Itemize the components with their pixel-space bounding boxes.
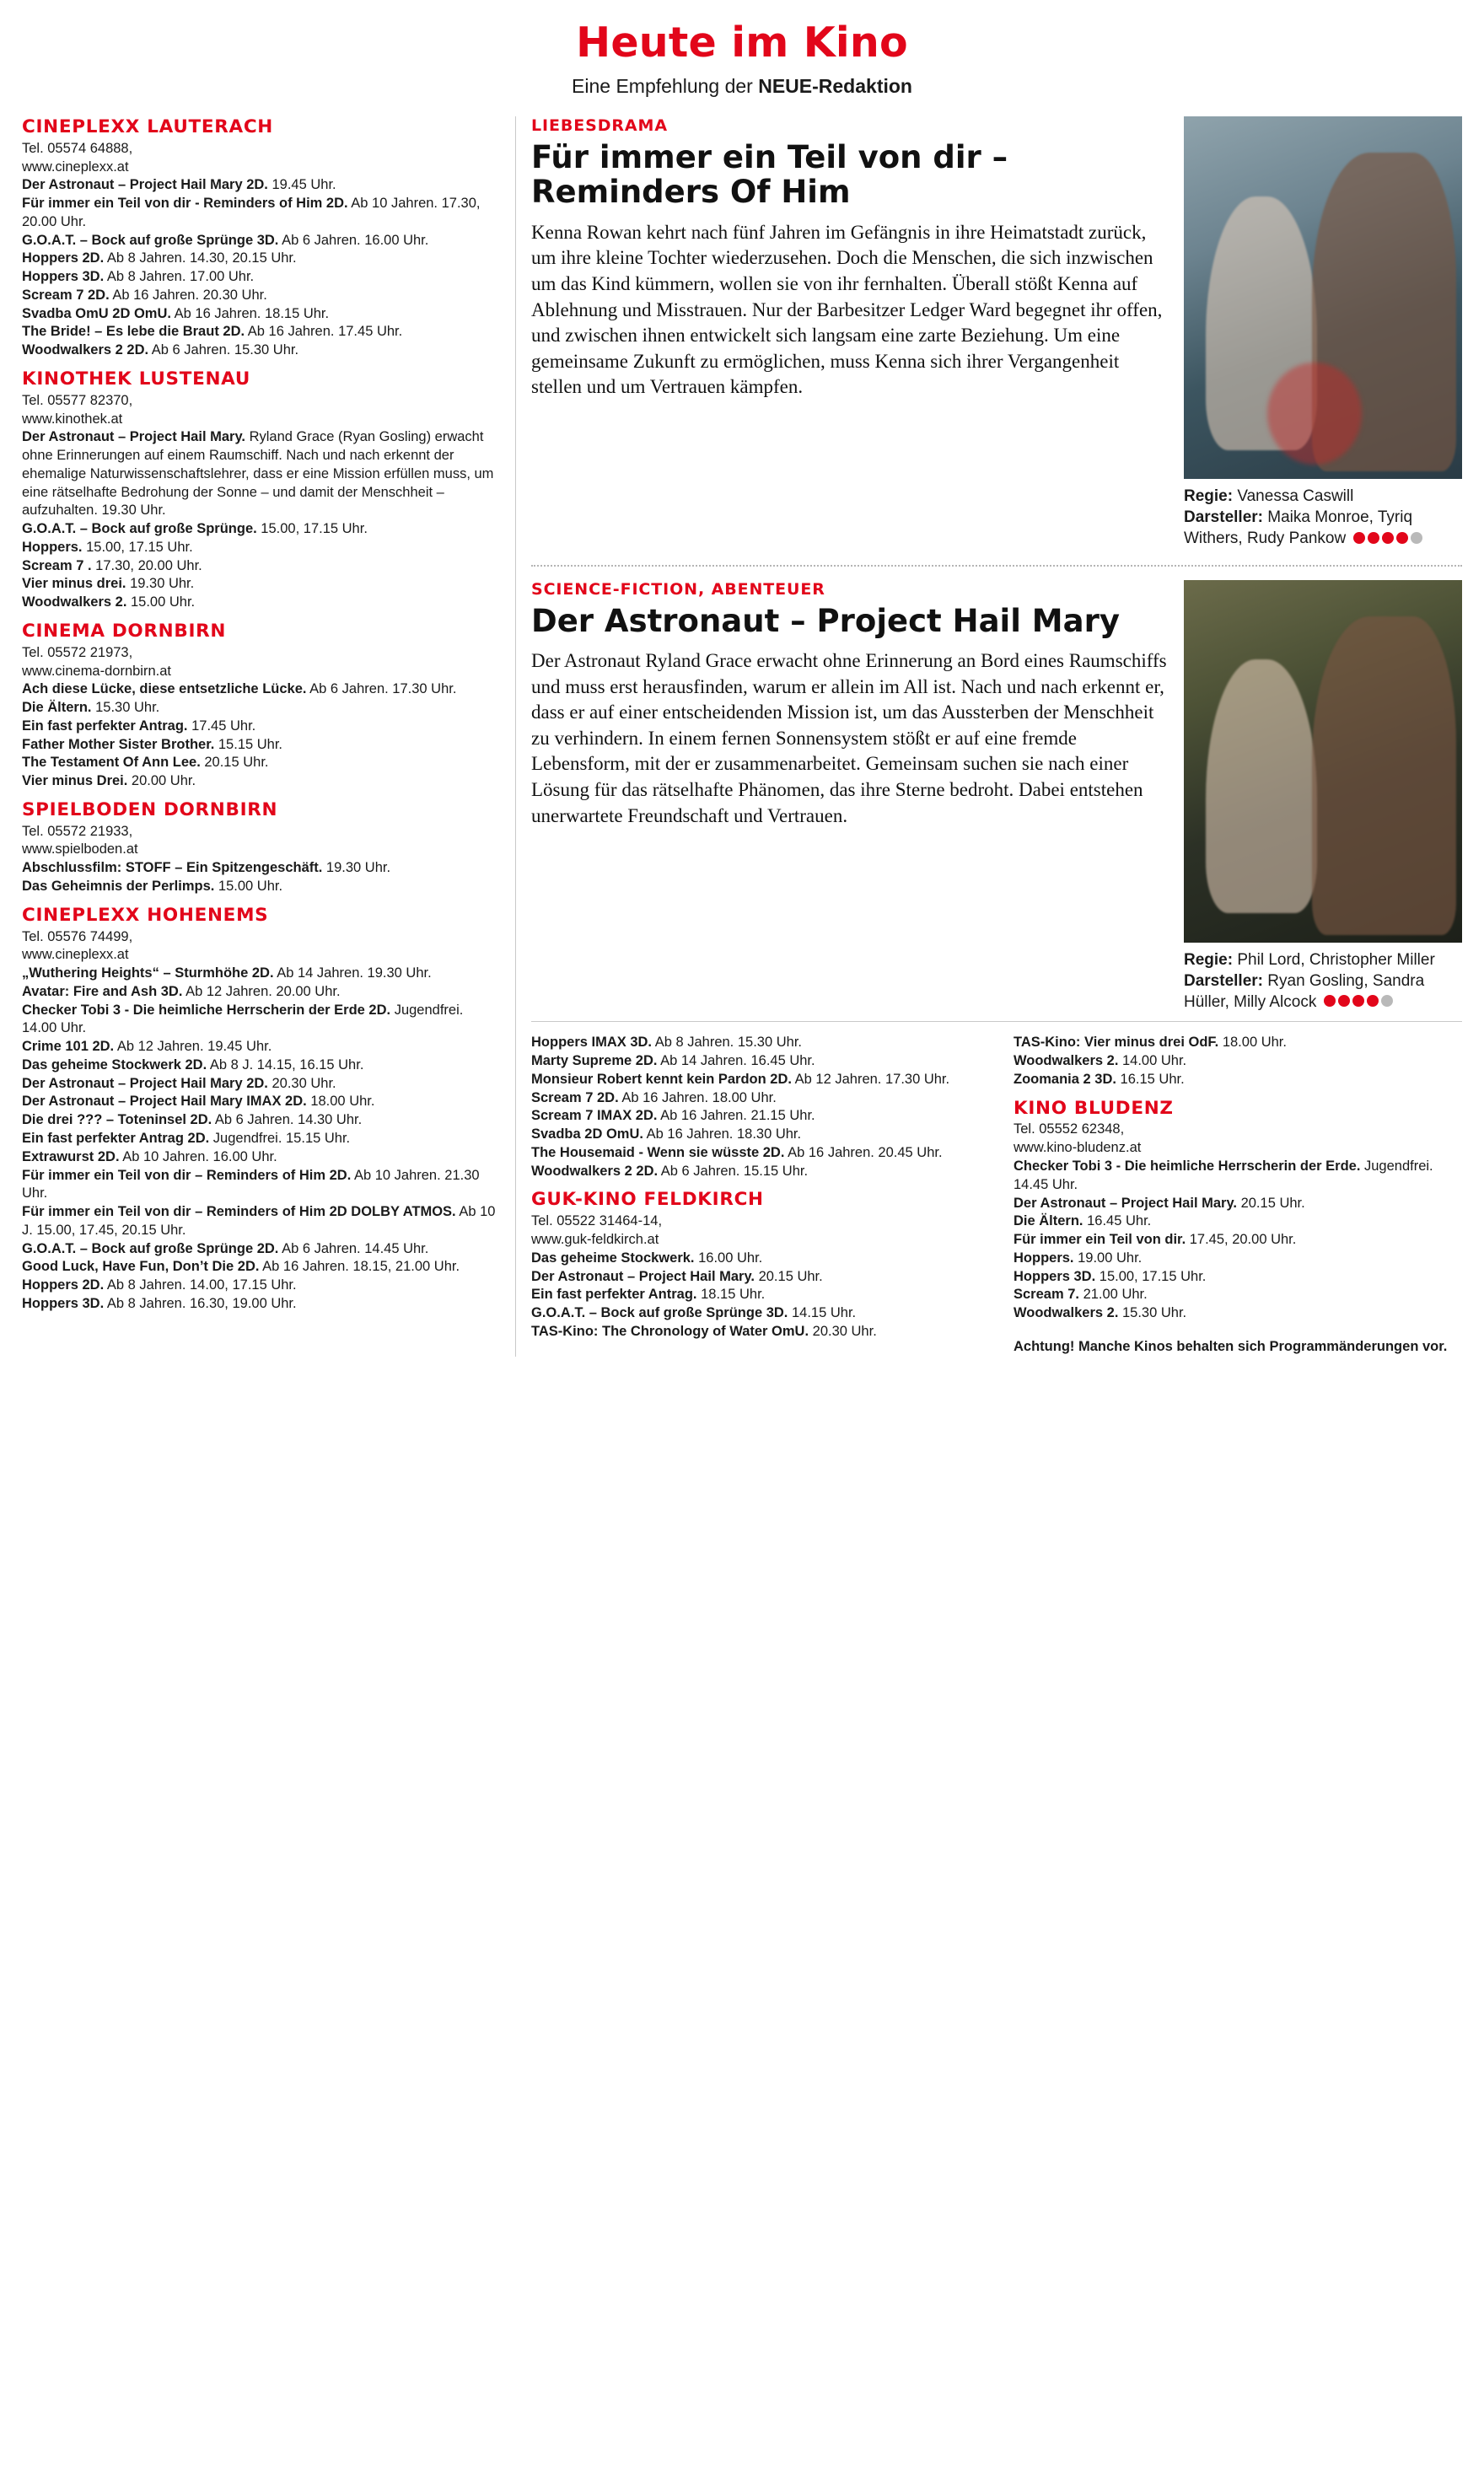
cast-names: Maika Monroe, Tyriq Withers, Rudy Pankow [1184, 508, 1413, 548]
film-title: G.O.A.T. – Bock auf große Sprünge 3D. [22, 232, 279, 248]
film-title: Zoomania 2 3D. [1014, 1071, 1116, 1087]
film-title: Vier minus drei. [22, 576, 126, 592]
feature-kicker: LIEBESDRAMA [531, 116, 668, 135]
showtime-entry [22, 1277, 500, 1295]
cinema-block [531, 1189, 980, 1341]
director-line [1184, 486, 1462, 507]
showtime-entry [22, 428, 500, 520]
showtime-entry [531, 1126, 980, 1144]
director-label: Regie: [1184, 487, 1234, 505]
film-times: Ab 6 Jahren. 16.00 Uhr. [278, 232, 429, 248]
rating-dot-icon [1338, 995, 1350, 1007]
film-title: G.O.A.T. – Bock auf große Sprünge 2D. [22, 1240, 279, 1256]
showtime-entry [22, 878, 500, 896]
cinema-block [22, 621, 500, 791]
film-title: Extrawurst 2D. [22, 1148, 120, 1164]
cinema-name: CINEPLEXX LAUTERACH [22, 116, 273, 137]
film-times: Ab 10 Jahren. 21.30 Uhr. [22, 1167, 480, 1201]
cinema-contact [22, 823, 500, 860]
film-title: Hoppers 2D. [22, 1277, 105, 1293]
film-title: TAS-Kino: The Chronology of Water OmU. [531, 1323, 809, 1339]
cinema-contact-line: Tel. 05576 74499, [22, 928, 133, 944]
showtime-entry [531, 1250, 980, 1268]
film-title: The Bride! – Es lebe die Braut 2D. [22, 324, 245, 340]
cinema-contact [531, 1212, 980, 1250]
showtime-entry [531, 1323, 980, 1341]
showtime-entry [1014, 1195, 1462, 1213]
film-title: Der Astronaut – Project Hail Mary 2D. [22, 177, 268, 193]
feature-kicker: SCIENCE-FICTION, ABENTEUER [531, 579, 825, 599]
feature-body: Der Astronaut Ryland Grace erwacht ohne Erinnerung an Bord eines Raumschiffs und muss erst herausfinden, warum er allein im All ist. Nach und nach erkennt er, dass er auf einer entscheidenden Mission ist, um das Aussterben der Menschheit zu verhindern. In einem fernen Sonnensystem stößt er auf eine fremde Lebensform, mit der er zusammenarbeitet. Gemeinsam suchen sie nach einer Lösung für das rätselhafte Phänomen, das ihre Sterne bedroht. Dabei entstehen unerwartete Freundschaft und Vertrauen. [531, 650, 1167, 826]
film-times: Ab 16 Jahren. 20.45 Uhr. [784, 1144, 943, 1160]
film-times: Ryland Grace (Ryan Gosling) erwacht ohne Erinnerungen auf einem Raumschiff. Nach und nach erkennt der ehemalige Naturwissenschaftslehrer, dass er eine Mission erfüllen muss, um eine rätselhafte Bedrohung der Sonne – und damit der Menschheit – aufzuhalten. 19.30 Uhr. [22, 429, 494, 519]
director-line [1184, 949, 1462, 970]
showtime-entry [22, 575, 500, 594]
director-name: Vanessa Caswill [1233, 487, 1354, 505]
cinema-contact-line: www.cinema-dornbirn.at [22, 663, 171, 679]
film-title: Ein fast perfekter Antrag. [22, 718, 188, 734]
film-title: Scream 7 . [22, 557, 92, 573]
feature-text [531, 116, 1169, 400]
showtime-entry [22, 176, 500, 195]
film-title: Hoppers 3D. [1014, 1268, 1096, 1284]
film-times: 14.15 Uhr. [788, 1305, 857, 1321]
film-times: 15.00, 17.15 Uhr. [256, 521, 368, 537]
cinema-contact [22, 644, 500, 681]
film-title: Marty Supreme 2D. [531, 1053, 658, 1069]
feature-image-wrap [1184, 116, 1462, 550]
feature-title: Für immer ein Teil von dir – Reminders Of Him [531, 139, 1008, 211]
showtime-entry [22, 1056, 500, 1075]
film-times: 16.00 Uhr. [694, 1250, 763, 1266]
page-title: Heute im Kino [576, 19, 908, 67]
film-times: Ab 14 Jahren. 19.30 Uhr. [273, 965, 432, 981]
film-title: Der Astronaut – Project Hail Mary 2D. [22, 1075, 268, 1091]
film-title: Avatar: Fire and Ash 3D. [22, 983, 183, 999]
showtime-list [1014, 1158, 1462, 1323]
film-title: Svadba OmU 2D OmU. [22, 305, 171, 321]
cinema-name: KINOTHEK LUSTENAU [22, 368, 250, 390]
film-title: Ein fast perfekter Antrag 2D. [22, 1130, 210, 1146]
showtime-list [22, 428, 500, 612]
film-times: 16.45 Uhr. [1083, 1213, 1152, 1229]
film-title: Hoppers 3D. [22, 269, 105, 285]
cinema-contact-line: www.cineplexx.at [22, 159, 129, 175]
showtime-entry [531, 1034, 980, 1052]
showtime-entry [22, 594, 500, 612]
cinema-contact-line: Tel. 05577 82370, [22, 392, 133, 408]
cinema-contact [22, 140, 500, 177]
showtime-entry [531, 1071, 980, 1089]
feature-article [531, 116, 1462, 550]
feature-article [531, 580, 1462, 1013]
rating-dot-icon [1382, 532, 1394, 544]
film-title: „Wuthering Heights“ – Sturmhöhe 2D. [22, 965, 274, 981]
film-title: Für immer ein Teil von dir – Reminders of Him 2D. [22, 1167, 352, 1183]
rating-dot-icon [1352, 995, 1364, 1007]
bottom-divider [531, 1021, 1462, 1022]
film-title: Der Astronaut – Project Hail Mary. [22, 429, 245, 445]
showtime-entry [22, 754, 500, 772]
showtime-list [22, 176, 500, 360]
showtime-entry [1014, 1071, 1462, 1089]
showtime-list [22, 680, 500, 791]
film-times: Ab 8 Jahren. 16.30, 19.00 Uhr. [104, 1295, 297, 1311]
showtime-entry [22, 1240, 500, 1259]
film-title: Ein fast perfekter Antrag. [531, 1287, 697, 1303]
feature-body: Kenna Rowan kehrt nach fünf Jahren im Gefängnis in ihre Heimatstadt zurück, um ihre kleine Tochter wiederzusehen. Doch die Menschen, die sich inzwischen um das Kind kümmern, wollen sie von ihr fernhalten. Überall stößt Kenna auf Ablehnung und Misstrauen. Nur der Barbesitzer Ledger Ward begegnet ihr offen, und zwischen ihnen entwickelt sich langsam eine zarte Beziehung. Um eine gemeinsame Zukunft zu ermöglichen, muss Kenna sich ihrer Vergangenheit stellen und um Vertrauen kämpfen. [531, 221, 1163, 398]
showtime-entry [22, 965, 500, 983]
showtime-entry [22, 1111, 500, 1130]
film-title: Der Astronaut – Project Hail Mary. [1014, 1195, 1237, 1211]
cast-label: Darsteller: [1184, 508, 1263, 527]
showtime-entry [22, 736, 500, 755]
showtime-entry [1014, 1286, 1462, 1304]
film-times: 20.15 Uhr. [755, 1268, 823, 1284]
movie-still-photo [1184, 116, 1462, 479]
film-title: G.O.A.T. – Bock auf große Sprünge. [22, 521, 257, 537]
section-divider [531, 565, 1462, 567]
masthead-subtitle-bold: NEUE-Redaktion [758, 75, 912, 97]
film-title: Der Astronaut – Project Hail Mary IMAX 2D. [22, 1094, 307, 1110]
showtime-entry [22, 1203, 500, 1240]
cinema-contact [1014, 1121, 1462, 1158]
cinema-contact-line: www.cineplexx.at [22, 947, 129, 963]
showtime-entry [22, 268, 500, 287]
film-times: Ab 14 Jahren. 16.45 Uhr. [657, 1053, 815, 1069]
showtime-entry [531, 1268, 980, 1287]
film-times: 19.30 Uhr. [126, 576, 195, 592]
showtime-entry [22, 1167, 500, 1204]
showtime-entry [22, 1093, 500, 1111]
film-times: Ab 16 Jahren. 18.00 Uhr. [618, 1089, 777, 1105]
cinema-contact [22, 392, 500, 429]
cinema-name: CINEMA DORNBIRN [22, 620, 227, 642]
film-times: 15.30 Uhr. [1118, 1305, 1187, 1321]
rating-dot-icon [1368, 532, 1379, 544]
feature-title: Der Astronaut – Project Hail Mary [531, 602, 1120, 639]
showtime-entry [22, 287, 500, 305]
film-title: The Housemaid - Wenn sie wüsste 2D. [531, 1144, 785, 1160]
cinema-block [22, 368, 500, 612]
masthead [22, 19, 1462, 98]
film-title: Scream 7 IMAX 2D. [531, 1108, 658, 1124]
film-times: 18.00 Uhr. [1218, 1035, 1287, 1051]
film-times: 17.45 Uhr. [187, 718, 256, 734]
film-times: 20.30 Uhr. [267, 1075, 336, 1091]
film-title: Svadba 2D OmU. [531, 1126, 643, 1142]
showtime-entry [531, 1107, 980, 1126]
features-column [515, 116, 1462, 1357]
rating-dot-icon [1381, 995, 1393, 1007]
director-label: Regie: [1184, 950, 1234, 969]
film-times: 20.30 Uhr. [809, 1323, 877, 1339]
cinema-block [22, 116, 500, 360]
film-times: Ab 12 Jahren. 19.45 Uhr. [114, 1039, 272, 1055]
showtime-entry [531, 1052, 980, 1071]
film-times: Ab 6 Jahren. 14.30 Uhr. [212, 1112, 363, 1128]
bottom-listings-left [531, 1034, 997, 1356]
movie-still-photo [1184, 580, 1462, 943]
feature-credits [1184, 949, 1462, 1013]
showtime-entry [1014, 1052, 1462, 1071]
film-title: Scream 7 2D. [531, 1089, 619, 1105]
bottom-listings [531, 1034, 1462, 1356]
film-times: Ab 6 Jahren. 14.45 Uhr. [278, 1240, 429, 1256]
showtime-entry [22, 195, 500, 232]
cinema-name: SPIELBODEN DORNBIRN [22, 798, 278, 820]
cinema-contact-line: www.kino-bludenz.at [1014, 1140, 1142, 1156]
film-title: Scream 7. [1014, 1287, 1079, 1303]
showtime-entry [22, 539, 500, 557]
film-times: Ab 16 Jahren. 21.15 Uhr. [657, 1108, 815, 1124]
film-times: Ab 10 J. 15.00, 17.45, 20.15 Uhr. [22, 1204, 496, 1238]
film-title: G.O.A.T. – Bock auf große Sprünge 3D. [531, 1305, 788, 1321]
film-times: 18.00 Uhr. [306, 1094, 375, 1110]
film-times: Ab 6 Jahren. 15.30 Uhr. [148, 342, 299, 358]
film-times: 16.15 Uhr. [1116, 1071, 1185, 1087]
listings-column [22, 116, 515, 1322]
cinema-block [22, 799, 500, 896]
film-times: Ab 6 Jahren. 17.30 Uhr. [306, 681, 457, 697]
showtime-list [22, 965, 500, 1314]
showtime-entry [22, 1002, 500, 1039]
showtime-entry [1014, 1212, 1462, 1231]
film-title: Die Ältern. [22, 700, 92, 716]
showtime-entry [531, 1304, 980, 1323]
film-times: 15.15 Uhr. [214, 736, 283, 752]
film-title: Für immer ein Teil von dir. [1014, 1232, 1186, 1248]
showtime-entry [531, 1089, 980, 1108]
film-times: Jugendfrei. 14.45 Uhr. [1014, 1158, 1433, 1192]
showtime-entry [22, 1130, 500, 1148]
rating-dot-icon [1353, 532, 1365, 544]
showtime-entry [22, 859, 500, 878]
showtime-entry [22, 1075, 500, 1094]
bottom-listings-right [997, 1034, 1462, 1356]
cinema-block [1014, 1034, 1462, 1089]
film-times: Jugendfrei. 15.15 Uhr. [209, 1130, 351, 1146]
feature-image-wrap [1184, 580, 1462, 1013]
showtime-entry [22, 557, 500, 576]
film-times: 20.00 Uhr. [127, 773, 196, 789]
cinema-name: KINO BLUDENZ [1014, 1097, 1174, 1119]
film-times: 15.00, 17.15 Uhr. [1095, 1268, 1207, 1284]
showtime-entry [531, 1163, 980, 1181]
showtime-entry [22, 1295, 500, 1314]
cinema-contact-line: Tel. 05522 31464-14, [531, 1213, 663, 1229]
film-times: Ab 6 Jahren. 15.15 Uhr. [658, 1163, 809, 1179]
film-title: Das Geheimnis der Perlimps. [22, 878, 215, 894]
film-title: The Testament Of Ann Lee. [22, 755, 201, 771]
film-title: Hoppers 2D. [22, 250, 105, 266]
film-times: Ab 8 Jahren. 15.30 Uhr. [652, 1035, 802, 1051]
film-times: Ab 12 Jahren. 17.30 Uhr. [791, 1071, 950, 1087]
showtime-entry [22, 341, 500, 360]
film-title: Das geheime Stockwerk 2D. [22, 1056, 207, 1072]
program-change-note: Achtung! Manche Kinos behalten sich Programmänderungen vor. [1014, 1338, 1448, 1354]
film-title: Abschlussfilm: STOFF – Ein Spitzengeschäft. [22, 860, 323, 876]
showtime-entry [531, 1286, 980, 1304]
showtime-entry [22, 699, 500, 718]
feature-credits [1184, 486, 1462, 550]
film-title: Ach diese Lücke, diese entsetzliche Lücke. [22, 681, 307, 697]
film-times: 17.45, 20.00 Uhr. [1186, 1232, 1297, 1248]
showtime-entry [22, 305, 500, 324]
showtime-entry [22, 520, 500, 539]
star-rating [1321, 992, 1393, 1013]
film-times: Ab 10 Jahren. 16.00 Uhr. [119, 1148, 277, 1164]
cinema-block [531, 1034, 980, 1180]
showtime-entry [1014, 1158, 1462, 1195]
film-title: Der Astronaut – Project Hail Mary. [531, 1268, 755, 1284]
film-times: Ab 8 J. 14.15, 16.15 Uhr. [207, 1056, 364, 1072]
showtime-list [531, 1250, 980, 1341]
cast-names: Ryan Gosling, Sandra Hüller, Milly Alcock [1184, 971, 1425, 1011]
cinema-contact-line: Tel. 05572 21933, [22, 823, 133, 839]
film-title: Woodwalkers 2 2D. [531, 1163, 659, 1179]
film-times: 15.00 Uhr. [214, 878, 283, 894]
film-times: Ab 8 Jahren. 14.00, 17.15 Uhr. [104, 1277, 297, 1293]
showtime-entry [1014, 1034, 1462, 1052]
cast-label: Darsteller: [1184, 971, 1263, 990]
film-title: Das geheime Stockwerk. [531, 1250, 695, 1266]
showtime-entry [531, 1144, 980, 1163]
showtime-entry [1014, 1268, 1462, 1287]
masthead-subtitle-prefix: Eine Empfehlung der [572, 75, 759, 97]
film-times: 21.00 Uhr. [1078, 1287, 1148, 1303]
film-times: Ab 16 Jahren. 18.30 Uhr. [643, 1126, 802, 1142]
showtime-entry [1014, 1250, 1462, 1268]
photo-shape-astronaut [1206, 659, 1317, 913]
showtime-entry [22, 323, 500, 341]
showtime-entry [22, 250, 500, 268]
showtime-entry [1014, 1304, 1462, 1323]
cinema-name: CINEPLEXX HOHENEMS [22, 904, 269, 926]
showtime-entry [22, 718, 500, 736]
showtime-list [22, 859, 500, 896]
film-times: Ab 10 Jahren. 17.30, 20.00 Uhr. [22, 196, 481, 229]
showtime-entry [22, 1148, 500, 1167]
feature-text [531, 580, 1169, 829]
film-times: 19.45 Uhr. [267, 177, 336, 193]
film-times: 15.30 Uhr. [91, 700, 160, 716]
film-times: Ab 16 Jahren. 18.15, 21.00 Uhr. [259, 1259, 460, 1275]
showtime-entry [22, 680, 500, 699]
film-times: 15.00, 17.15 Uhr. [82, 539, 193, 555]
film-title: Woodwalkers 2. [1014, 1305, 1119, 1321]
film-times: 20.15 Uhr. [1237, 1195, 1305, 1211]
star-rating [1351, 529, 1422, 550]
film-times: Ab 8 Jahren. 17.00 Uhr. [104, 269, 255, 285]
showtime-entry [22, 1038, 500, 1056]
film-times: 18.15 Uhr. [696, 1287, 766, 1303]
cast-line [1184, 970, 1462, 1013]
cinema-block [22, 905, 500, 1314]
film-title: Hoppers 3D. [22, 1295, 105, 1311]
film-title: Hoppers. [22, 539, 83, 555]
photo-shape-flowers [1267, 363, 1362, 464]
cinema-contact-line: www.spielboden.at [22, 841, 138, 857]
showtime-entry [22, 1258, 500, 1277]
film-times: 14.00 Uhr. [1118, 1053, 1187, 1069]
showtime-list [1014, 1034, 1462, 1089]
main-columns [22, 116, 1462, 1357]
film-times: 17.30, 20.00 Uhr. [91, 557, 202, 573]
film-times: Ab 16 Jahren. 18.15 Uhr. [170, 305, 330, 321]
film-title: Crime 101 2D. [22, 1039, 115, 1055]
film-title: Woodwalkers 2. [22, 594, 127, 610]
showtime-entry [22, 772, 500, 791]
film-title: TAS-Kino: Vier minus drei OdF. [1014, 1035, 1219, 1051]
film-title: Hoppers IMAX 3D. [531, 1035, 653, 1051]
film-title: Die Ältern. [1014, 1213, 1083, 1229]
cinema-contact-line: Tel. 05552 62348, [1014, 1121, 1125, 1137]
film-times: Ab 16 Jahren. 17.45 Uhr. [245, 324, 403, 340]
film-times: 19.00 Uhr. [1073, 1250, 1143, 1266]
film-title: Woodwalkers 2. [1014, 1053, 1119, 1069]
film-times: Ab 16 Jahren. 20.30 Uhr. [109, 287, 267, 303]
photo-shape-cockpit [1312, 616, 1457, 935]
film-title: Für immer ein Teil von dir - Reminders of Him 2D. [22, 196, 348, 212]
cinema-block [1014, 1098, 1462, 1323]
film-title: Father Mother Sister Brother. [22, 736, 215, 752]
showtime-entry [22, 232, 500, 250]
cinema-contact-line: Tel. 05574 64888, [22, 140, 133, 156]
rating-dot-icon [1411, 532, 1422, 544]
showtime-list [531, 1034, 980, 1180]
rating-dot-icon [1324, 995, 1336, 1007]
cast-line [1184, 507, 1462, 550]
film-times: 20.15 Uhr. [200, 755, 269, 771]
film-title: Vier minus Drei. [22, 773, 128, 789]
film-title: Good Luck, Have Fun, Don’t Die 2D. [22, 1259, 260, 1275]
rating-dot-icon [1396, 532, 1408, 544]
cinema-name: GUK-KINO FELDKIRCH [531, 1189, 764, 1211]
film-times: 19.30 Uhr. [322, 860, 391, 876]
film-times: Ab 12 Jahren. 20.00 Uhr. [182, 983, 341, 999]
film-title: Hoppers. [1014, 1250, 1074, 1266]
film-title: Für immer ein Teil von dir – Reminders of Him 2D DOLBY ATMOS. [22, 1204, 456, 1220]
film-times: Jugendfrei. 14.00 Uhr. [22, 1002, 464, 1036]
film-times: 15.00 Uhr. [126, 594, 196, 610]
rating-dot-icon [1367, 995, 1379, 1007]
film-title: Scream 7 2D. [22, 287, 110, 303]
masthead-subtitle [22, 75, 1462, 98]
cinema-contact [22, 928, 500, 965]
film-title: Die drei ??? – Toteninsel 2D. [22, 1112, 212, 1128]
cinema-contact-line: www.guk-feldkirch.at [531, 1232, 659, 1248]
film-title: Monsieur Robert kennt kein Pardon 2D. [531, 1071, 792, 1087]
director-name: Phil Lord, Christopher Miller [1233, 950, 1435, 969]
film-title: Checker Tobi 3 - Die heimliche Herrscherin der Erde. [1014, 1158, 1361, 1174]
film-times: Ab 8 Jahren. 14.30, 20.15 Uhr. [104, 250, 297, 266]
showtime-entry [22, 983, 500, 1002]
cinema-contact-line: www.kinothek.at [22, 411, 123, 427]
showtime-entry [1014, 1231, 1462, 1250]
cinema-contact-line: Tel. 05572 21973, [22, 644, 133, 660]
film-title: Checker Tobi 3 - Die heimliche Herrscherin der Erde 2D. [22, 1002, 391, 1018]
film-title: Woodwalkers 2 2D. [22, 342, 149, 358]
